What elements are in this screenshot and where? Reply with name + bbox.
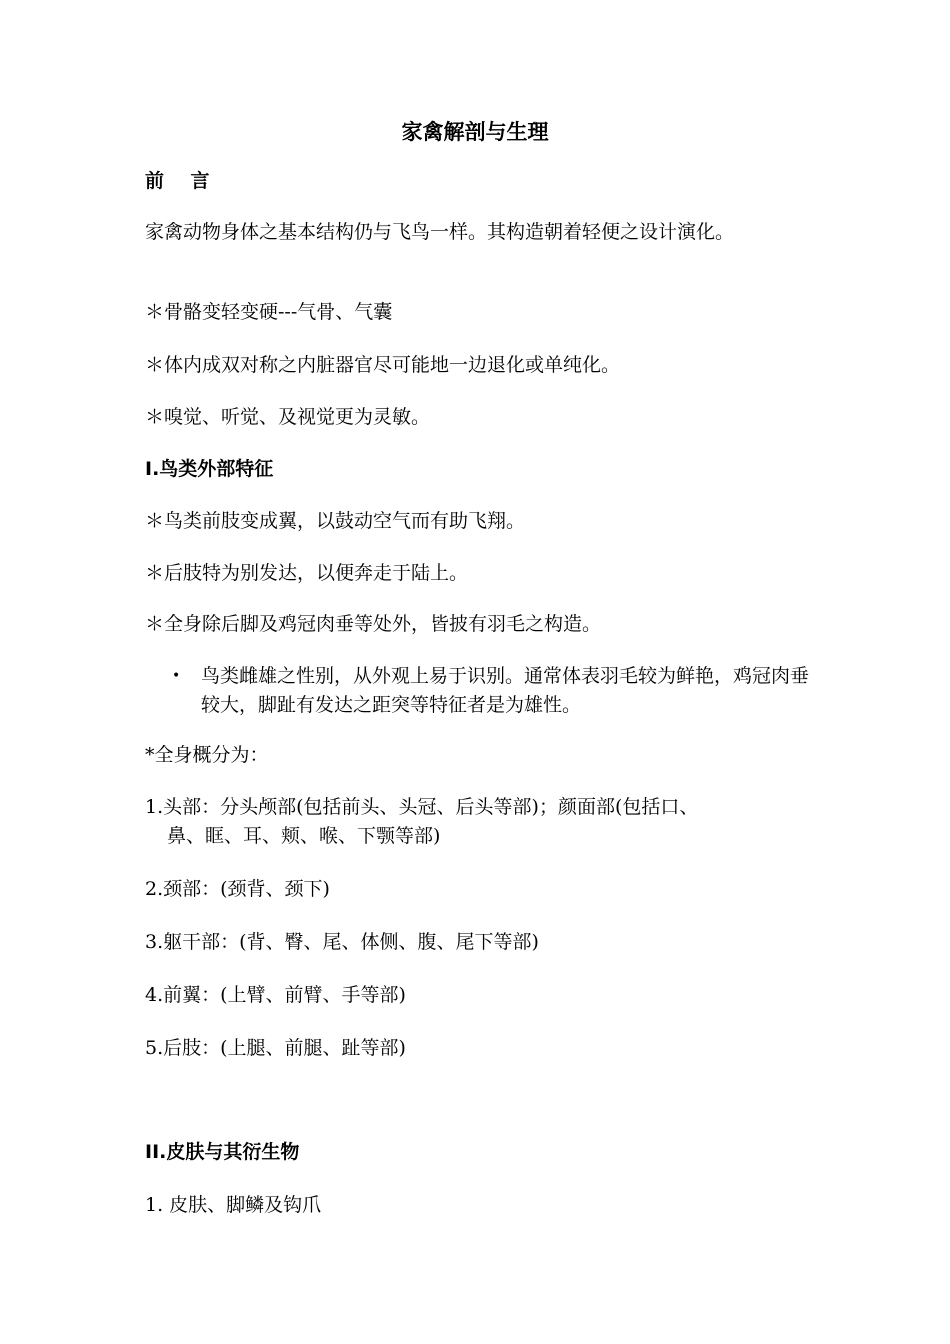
section2-heading: II.皮肤与其衍生物 (145, 1141, 300, 1163)
bullet-dot-icon: • (172, 668, 181, 684)
body-part-head (145, 793, 815, 851)
point-organs: ＊体内成双对称之内脏器官尽可能地一边退化或单纯化。 (145, 354, 621, 376)
intro-paragraph: 家禽动物身体之基本结构仍与飞鸟一样。其构造朝着轻便之设计演化。 (145, 221, 735, 243)
point-senses: ＊嗅觉、听觉、及视觉更为灵敏。 (145, 406, 431, 428)
point-feathers: ＊全身除后脚及鸡冠肉垂等处外，皆披有羽毛之构造。 (145, 613, 602, 635)
point-light-bones: ＊骨骼变轻变硬---气骨、气囊 (145, 301, 393, 323)
body-part-forewing: 4.前翼：(上臂、前臂、手等部) (145, 984, 406, 1006)
section2-item: 1. 皮肤、脚鳞及钩爪 (145, 1194, 322, 1216)
bullet-text: 鸟类雌雄之性别，从外观上易于识别。通常体表羽毛较为鲜艳，鸡冠肉垂较大，脚趾有发达之距突等特征者是为雄性。 (201, 665, 810, 716)
body-part-head-line1: 1.头部：分头颅部(包括前头、头冠、后头等部)；颜面部(包括口、 (145, 796, 699, 818)
body-part-neck: 2.颈部：(颈背、颈下) (145, 878, 330, 900)
preface-heading: 前 言 (145, 170, 210, 192)
body-part-hindlimb: 5.后肢：(上腿、前腿、趾等部) (145, 1037, 406, 1059)
section1-heading: I.鸟类外部特征 (145, 458, 274, 480)
point-hindlimbs: ＊后肢特为别发达，以便奔走于陆上。 (145, 562, 469, 584)
body-part-trunk: 3.躯干部：(背、臀、尾、体侧、腹、尾下等部) (145, 931, 539, 953)
point-wings: ＊鸟类前肢变成翼，以鼓动空气而有助飞翔。 (145, 510, 526, 532)
body-parts-intro: *全身概分为： (145, 744, 269, 766)
document-title: 家禽解剖与生理 (401, 120, 549, 144)
bullet-item-sex (145, 662, 815, 722)
body-part-head-line2: 鼻、眶、耳、颊、喉、下颚等部) (167, 825, 441, 847)
